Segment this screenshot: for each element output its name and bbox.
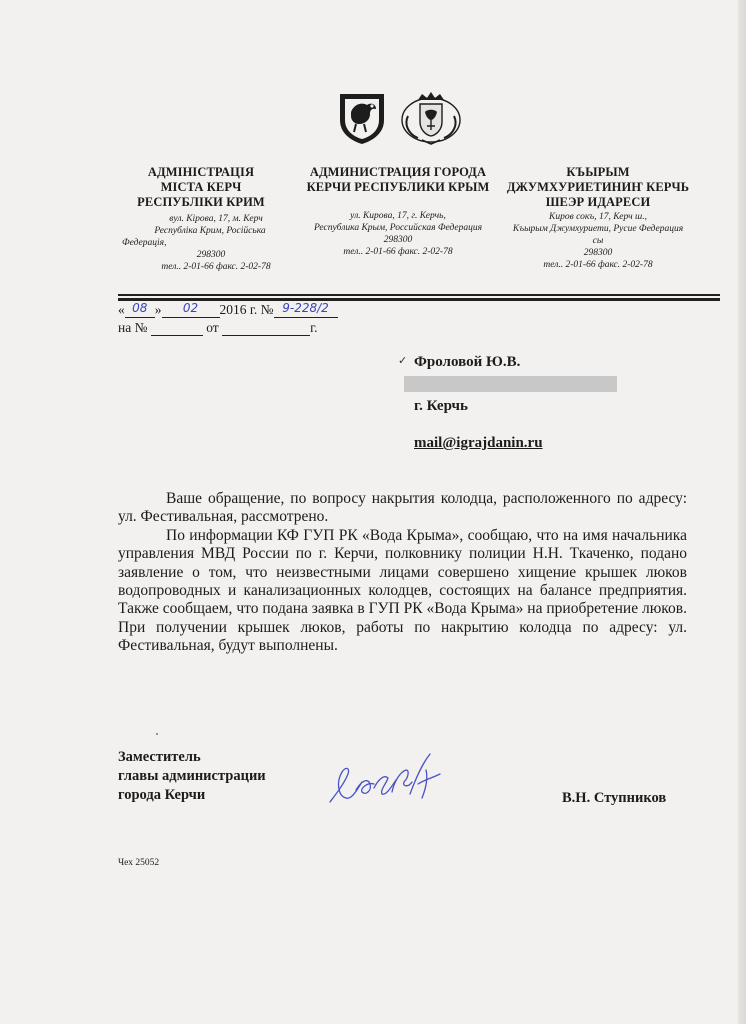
header-russian-column (300, 165, 496, 258)
body-paragraph-1: Ваше обращение, по вопросу накрытия колодца, расположенного по адресу: ул. Фестивальная, рассмотрено. (118, 490, 687, 526)
address-crimean-tatar: Киров сокъ, 17, Керч ш., Къырым Джумхуриети, Русие Федерация сы 298300 тел.. 2-01-66 факс. 2-02-78 (512, 212, 684, 270)
incoming-date-blank (222, 321, 310, 336)
reference-day: 08 (125, 303, 155, 318)
stray-mark (156, 733, 158, 735)
recipient-name: Фроловой Ю.В. (414, 354, 521, 370)
body-paragraph-2: По информации КФ ГУП РК «Вода Крыма», сообщаю, что на имя начальника управления МВД России по г. Керчи, полковнику полиции Н.Н. Ткаченко, подано заявление о том, что неизвестными лицами совершено хищение крышек люков водопроводных и канализационных колодцев, состоящих на балансе предприятия. Также сообщаем, что подана заявка в ГУП РК «Вода Крыма» на приобретение люков. При получении крышек люков, работы по накрытию колодца по адресу: ул. Фестивальная, будут выполнены. (118, 526, 687, 655)
emblems (334, 90, 464, 146)
kerch-city-coat-of-arms-emblem (400, 90, 462, 146)
outgoing-reference-line: « 08 » 02 2016 г. № 9-228/2 (118, 302, 338, 318)
recipient-city: г. Керчь (414, 398, 468, 414)
org-name-russian: АДМИНИСТРАЦИЯ ГОРОДА КЕРЧИ РЕСПУБЛИКИ КРЫМ (306, 165, 490, 194)
letter-body (118, 490, 687, 656)
org-name-crimean-tatar: КЪЫРЫМ ДЖУМХУРИЕТИНИҤ КЕРЧЬ ШЕЭР ИДАРЕСИ (506, 165, 690, 209)
redacted-address (404, 376, 617, 392)
org-name-ukrainian: АДМІНІСТРАЦІЯ МІСТА КЕРЧ РЕСПУБЛІКИ КРИМ (137, 165, 265, 209)
incoming-reference-line: на № от г. (118, 320, 318, 335)
handwritten-signature (322, 744, 452, 810)
page-edge-shadow (738, 0, 746, 1024)
address-ukrainian: вул. Кірова, 17, м. Керч Республіка Крим, Російська Федерація, 298300 тел.. 2-01-66 факс. 2-02-78 (122, 214, 271, 272)
reference-month: 02 (162, 303, 220, 318)
recipient-email: mail@igrajdanin.ru (414, 435, 543, 451)
header-divider-thin (118, 294, 720, 296)
incoming-number-blank (151, 321, 203, 336)
signer-name: В.Н. Ступников (562, 790, 667, 806)
header-crimean-tatar-column (498, 165, 698, 271)
header-ukrainian-column (112, 165, 290, 273)
header-divider-thick (118, 298, 720, 301)
executor-note: Чех 25052 (118, 858, 160, 868)
crimea-coat-of-arms-emblem (334, 90, 390, 146)
check-mark: ✓ (398, 355, 408, 367)
reference-number: 9-228/2 (274, 303, 338, 318)
signer-position: Заместитель главы администрации города Керчи (118, 749, 266, 803)
address-russian: ул. Кирова, 17, г. Керчь, Республика Крым, Российская Федерация 298300 тел.. 2-01-66 факс. 2-02-78 (313, 211, 483, 257)
